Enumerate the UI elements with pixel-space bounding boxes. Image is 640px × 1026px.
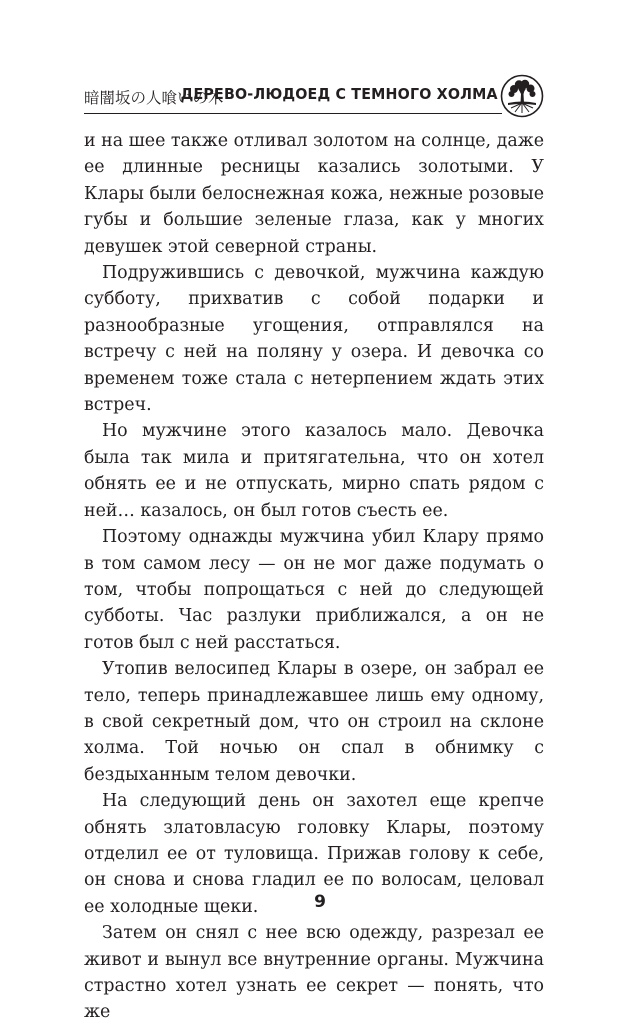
- paragraph: На следующий день он захотел еще крепче обнять златовласую головку Клары, поэтому отделил ее от туловища. Прижав голову к себе, он снова и снова гладил ее по волосам, целовал ее холодные щеки.: [84, 791, 544, 917]
- paragraph: Поэтому однажды мужчина убил Клару прямо в том самом лесу — он не мог даже подумать о том, чтобы попрощаться с ней до следующей субботы. Час разлуки приближался, а он не готов был с ней расстаться.: [84, 527, 544, 653]
- paragraph: Затем он снял с нее всю одежду, разрезал ее живот и вынул все внутренние органы. Мужчина страстно хотел узнать ее секрет — понять, что же: [84, 923, 544, 1023]
- paragraph: Но мужчине этого казалось мало. Девочка была так мила и притягательна, что он хотел обнять ее и не отпускать, мирно спать рядом с ней… казалось, он был готов съесть ее.: [84, 421, 544, 521]
- running-header: [84, 74, 544, 120]
- paragraph: Подружившись с девочкой, мужчина каждую субботу, прихватив с собой подарки и разнообразные угощения, отправлялся на встречу с ней на поляну у озера. И девочка со временем тоже стала с нетерпением ждать этих встреч.: [84, 263, 544, 416]
- header-japanese-title: 暗闇坂の人喰いの木: [84, 89, 224, 107]
- page-number: 9: [314, 892, 326, 912]
- header-book-title: ДЕРЕВО-ЛЮДОЕД С ТЕМНОГО ХОЛМА: [180, 85, 498, 103]
- paragraph: и на шее также отливал золотом на солнце, даже ее длинные ресницы казались золотыми. У Клары были белоснежная кожа, нежные розовые губы и большие зеленые глаза, как у многих девушек этой северной страны.: [84, 131, 544, 257]
- header-rule: [84, 113, 502, 114]
- paragraph: Утопив велосипед Клары в озере, он забрал ее тело, теперь принадлежавшее лишь ему одному, в свой секретный дом, что он строил на склоне холма. Той ночью он спал в обнимку с бездыханным телом девочки.: [84, 659, 544, 785]
- tree-icon: [500, 74, 544, 118]
